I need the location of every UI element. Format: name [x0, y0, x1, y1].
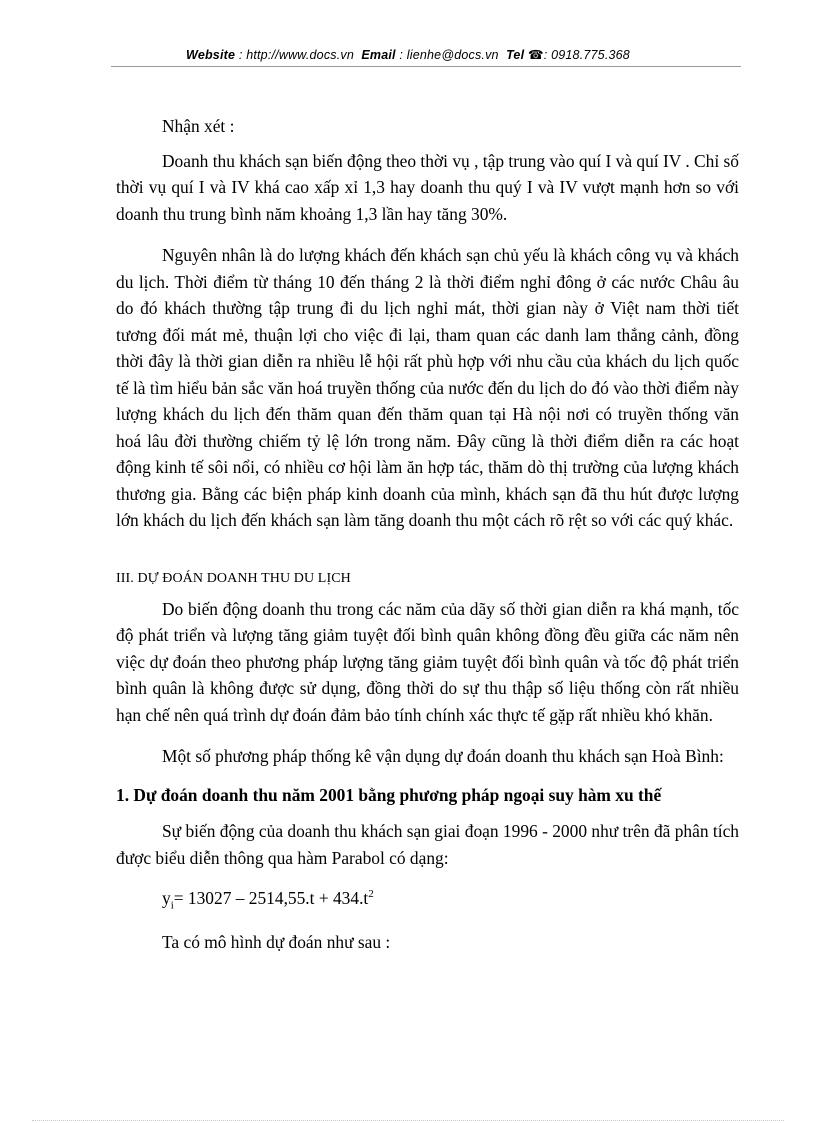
formula-subscript: i — [170, 899, 174, 912]
formula-y: y — [162, 887, 171, 908]
remark-label: Nhận xét : — [162, 116, 235, 136]
tel-number: : 0918.775.368 — [543, 48, 630, 62]
paragraph-methods: Một số phương pháp thống kê vận dụng dự đoán doanh thu khách sạn Hoà Bình: — [162, 746, 724, 766]
email-label: Email — [361, 48, 396, 62]
heading-forecast-2001: 1. Dự đoán doanh thu năm 2001 bằng phương pháp ngoại suy hàm xu thế — [116, 784, 662, 805]
header-divider — [111, 66, 741, 67]
document-body — [116, 113, 739, 955]
formula-superscript: 2 — [368, 888, 374, 900]
footer-divider — [32, 1120, 784, 1121]
paragraph-forecast-intro: Do biến động doanh thu trong các năm của dãy số thời gian diễn ra khá mạnh, tốc độ phát triển và lượng tăng giảm tuyệt đối bình quân không đồng đều giữa các năm nên việc dự đoán theo phương pháp lượng tăng giảm tuyệt đối bình quân và tốc độ phát triển bình quân là không được sử dụng, đồng thời do sự thu thập số liệu thống còn rất nhiều hạn chế nên quá trình dự đoán đảm bảo tính chính xác thực tế gặp rất nhiều khó khăn. — [116, 598, 739, 725]
page-header — [0, 47, 816, 62]
paragraph-model: Ta có mô hình dự đoán như sau : — [162, 931, 391, 952]
phone-icon: ☎ — [527, 48, 544, 62]
section-title: III. DỰ ĐOÁN DOANH THU DU LỊCH — [116, 570, 351, 586]
tel-label: Tel — [506, 48, 525, 62]
trend-formula — [116, 881, 739, 919]
paragraph-causes: Nguyên nhân là do lượng khách đến khách sạn chủ yếu là khách công vụ và khách du lịch. Thời điểm từ tháng 10 đến tháng 2 là thời điểm nghỉ đông ở các nước Châu âu do đó khách thường tập trung đi du lịch nghỉ mát, thời gian này ở Việt nam thời tiết tương đối mát mẻ, thuận lợi cho việc đi lại, tham quan các danh lam thắng cảnh, đồng thời đây là thời gian diễn ra nhiều lễ hội rất phù hợp với nhu cầu của khách du lịch quốc tế là tìm hiểu bản sắc văn hoá truyền thống của nước đến du lịch do đó vào thời điểm này lượng khách du lịch đến thăm quan đến thăm quan tại Hà nội nơi có truyền thống văn hoá lâu đời thường chiếm tỷ lệ lớn trong năm. Đây cũng là thời điểm diễn ra các hoạt động kinh tế sôi nổi, có nhiều cơ hội làm ăn hợp tác, thăm dò thị trường của lượng khách thương gia. Bằng các biện pháp kinh doanh của mình, khách sạn đã thu hút được lượng lớn khách du lịch đến khách sạn làm tăng doanh thu một cách rõ rệt so với các quý khác. — [116, 245, 739, 530]
website-url[interactable]: : http://www.docs.vn — [238, 48, 355, 62]
email-address[interactable]: : lienhe@docs.vn — [399, 48, 499, 62]
website-label: Website — [186, 48, 236, 62]
formula-rhs: = 13027 – 2514,55.t + 434.t — [173, 887, 369, 908]
paragraph-parabol: Sự biến động của doanh thu khách sạn giai đoạn 1996 - 2000 như trên đã phân tích được biểu diễn thông qua hàm Parabol có dạng: — [116, 821, 739, 868]
paragraph-seasonality: Doanh thu khách sạn biến động theo thời vụ , tập trung vào quí I và quí IV . Chỉ số thời vụ quí I và IV khá cao xấp xỉ 1,3 hay doanh thu quý I và IV vượt mạnh hơn so với doanh thu trung bình năm khoảng 1,3 lần hay tăng 30%. — [116, 150, 739, 224]
